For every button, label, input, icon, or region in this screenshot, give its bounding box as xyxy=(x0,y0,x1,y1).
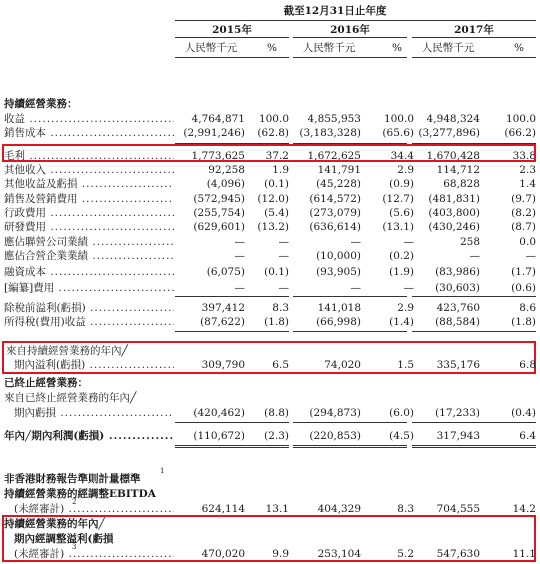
adj-profit-v17: 547,630 xyxy=(436,548,480,560)
row7-p16: (13.1) xyxy=(382,221,414,233)
row2-p16: 34.4 xyxy=(390,150,414,162)
row2-v17: 1,670,428 xyxy=(426,150,480,162)
row11-v17: (30,603) xyxy=(435,282,480,294)
total-v15: (110,672) xyxy=(193,430,245,442)
disc-p15: (8.8) xyxy=(264,407,289,419)
disc-p16: (6.0) xyxy=(389,407,414,419)
row11-p17: (0.6) xyxy=(511,282,536,294)
ebitda-v17: 704,555 xyxy=(436,503,480,515)
rule-after-disc-2015 xyxy=(175,422,289,423)
rule-total-a-2017 xyxy=(412,445,536,446)
unit-rule-2015 xyxy=(175,57,289,58)
pct-2015: % xyxy=(267,42,277,54)
period-header: 截至12月31日止年度 xyxy=(283,5,387,17)
row0-v17: 4,948,324 xyxy=(426,113,480,125)
ebitda-p15: 13.1 xyxy=(265,503,289,515)
nonhkfrs-sup: 1 xyxy=(160,467,165,475)
year-rule-2016 xyxy=(293,37,407,38)
row7-v16: (636,614) xyxy=(309,221,361,233)
row5-v17: (481,831) xyxy=(428,193,480,205)
ebitda-v15: 624,114 xyxy=(201,503,245,515)
row1-v16: (3,183,328) xyxy=(299,127,361,139)
row7-v17: (430,246) xyxy=(428,221,480,233)
ebitda-p17: 14.2 xyxy=(512,503,536,515)
rule-after-disc-2017 xyxy=(412,422,536,423)
row7-v15: (629,601) xyxy=(193,221,245,233)
row4-p15: (0.1) xyxy=(264,178,289,190)
rule-after-tax-2015 xyxy=(175,331,289,332)
row-label: 銷售成本 ..... xyxy=(4,127,174,139)
row8-v17: 258 xyxy=(459,236,480,248)
year-2016: 2016年 xyxy=(330,24,370,36)
gross-profit-highlight xyxy=(2,144,536,162)
row3-v16: 141,791 xyxy=(317,164,361,176)
row10-v16: (93,905) xyxy=(316,266,361,278)
cont-profit-line2: 期內溢利(虧損) ..... xyxy=(14,359,174,371)
rule-after-tax-2017 xyxy=(412,331,536,332)
cont-profit-line1: 來自持續經營業務的年內╱ xyxy=(6,345,128,357)
row-label: 融資成本 ..... xyxy=(4,266,174,278)
row6-v16: (273,079) xyxy=(309,207,361,219)
cont-profit-p15: 6.5 xyxy=(272,359,289,371)
rule-after-tax-2016 xyxy=(293,331,407,332)
row6-p16: (5.6) xyxy=(389,207,414,219)
adj-profit-p15: 9.9 xyxy=(272,548,289,560)
row11-v15: — xyxy=(234,282,245,294)
row2-v15: 1,773,625 xyxy=(191,150,245,162)
unit-2015: 人民幣千元 xyxy=(184,42,238,54)
row0-v15: 4,764,871 xyxy=(191,113,245,125)
adj-line3: (未經審計) ..... xyxy=(14,548,174,560)
row10-v17: (83,986) xyxy=(435,266,480,278)
unit-2017: 人民幣千元 xyxy=(421,42,475,54)
row5-v15: (572,945) xyxy=(193,193,245,205)
row-label: 其他收益及虧損 ..... xyxy=(4,178,174,190)
row13-v16: (66,998) xyxy=(316,316,361,328)
disc-line1: 來自已終止經營業務的年內╱ xyxy=(4,392,137,404)
row6-p17: (8.2) xyxy=(511,207,536,219)
row4-v15: (4,096) xyxy=(206,178,245,190)
row3-v17: 114,712 xyxy=(436,164,480,176)
year-2015: 2015年 xyxy=(212,24,252,36)
row1-p17: (66.2) xyxy=(504,127,536,139)
row11-p15: — xyxy=(278,282,289,294)
row6-v15: (255,754) xyxy=(193,207,245,219)
cont-profit-p16: 1.5 xyxy=(397,359,414,371)
section-continuing: 持續經營業務： xyxy=(4,98,78,110)
row13-p15: (1.8) xyxy=(264,316,289,328)
unit-rule-2017 xyxy=(412,57,536,58)
unit-rule-2016 xyxy=(293,57,407,58)
disc-v17: (17,233) xyxy=(435,407,480,419)
row10-v15: (6,075) xyxy=(206,266,245,278)
row10-p17: (1.7) xyxy=(511,266,536,278)
rule-after-disc-2016 xyxy=(293,422,407,423)
row-label: 所得稅(費用)收益 ..... xyxy=(4,316,174,328)
row8-p15: — xyxy=(278,236,289,248)
adj-line2: 期內經調整溢利(虧損 xyxy=(14,533,114,545)
row2-p15: 37.2 xyxy=(265,150,289,162)
row3-p15: 1.9 xyxy=(272,164,289,176)
disc-v15: (420,462) xyxy=(193,407,245,419)
row11-p16: — xyxy=(403,282,414,294)
ebitda-p16: 8.3 xyxy=(397,503,414,515)
row3-v15: 92,258 xyxy=(208,164,245,176)
total-p16: (4.5) xyxy=(389,430,414,442)
ebitda-sup: 2 xyxy=(72,498,77,506)
rule-total-b-2015 xyxy=(175,447,289,448)
year-rule-2015 xyxy=(175,37,289,38)
row1-v17: (3,277,896) xyxy=(418,127,480,139)
row8-v16: — xyxy=(350,236,361,248)
row12-p15: 8.3 xyxy=(272,302,289,314)
row-label: [編纂]費用 ..... xyxy=(4,282,174,294)
row6-p15: (5.4) xyxy=(264,207,289,219)
row13-p17: (1.8) xyxy=(511,316,536,328)
row-label: 除稅前溢利(虧損) ..... xyxy=(4,302,174,314)
row2-p17: 33.8 xyxy=(512,150,536,162)
row3-p17: 2.3 xyxy=(519,164,536,176)
total-v16: (220,853) xyxy=(309,430,361,442)
cont-profit-v17: 335,176 xyxy=(436,359,480,371)
row13-p16: (1.4) xyxy=(389,316,414,328)
row1-v15: (2,991,246) xyxy=(183,127,245,139)
row5-p16: (12.7) xyxy=(382,193,414,205)
cont-profit-v16: 74,020 xyxy=(324,359,361,371)
row13-v15: (87,622) xyxy=(200,316,245,328)
cont-profit-p17: 6.8 xyxy=(519,359,536,371)
row9-p17: — xyxy=(525,250,536,262)
row13-v17: (88,584) xyxy=(435,316,480,328)
row-label: 毛利 ..... xyxy=(4,150,174,162)
row12-v17: 423,760 xyxy=(436,302,480,314)
row0-p16: 100.0 xyxy=(383,113,414,125)
year-2017: 2017年 xyxy=(454,24,494,36)
row7-p17: (8.7) xyxy=(511,221,536,233)
row9-p16: (0.2) xyxy=(389,250,414,262)
row9-p15: — xyxy=(278,250,289,262)
row0-p15: 100.0 xyxy=(258,113,289,125)
row3-p16: 2.9 xyxy=(397,164,414,176)
row4-v16: (45,228) xyxy=(316,178,361,190)
disc-v16: (294,873) xyxy=(309,407,361,419)
rule-total-b-2016 xyxy=(293,447,407,448)
row0-v16: 4,855,953 xyxy=(307,113,361,125)
rule-after-fin-2015 xyxy=(175,296,289,297)
adj-profit-p16: 5.2 xyxy=(397,548,414,560)
row-label: 應佔聯營公司業績 ..... xyxy=(4,236,174,248)
pct-2016: % xyxy=(392,42,402,54)
total-p15: (2.3) xyxy=(264,430,289,442)
row12-p17: 8.6 xyxy=(519,302,536,314)
total-p17: 6.4 xyxy=(519,430,536,442)
unit-2016: 人民幣千元 xyxy=(302,42,356,54)
row8-v15: — xyxy=(234,236,245,248)
row11-v16: — xyxy=(350,282,361,294)
row7-p15: (13.2) xyxy=(257,221,289,233)
adj-profit-v16: 253,104 xyxy=(317,548,361,560)
row9-v16: (10,000) xyxy=(316,250,361,262)
row5-p15: (12.0) xyxy=(257,193,289,205)
cont-profit-v15: 309,790 xyxy=(201,359,245,371)
row5-v16: (614,572) xyxy=(309,193,361,205)
row12-v15: 397,412 xyxy=(201,302,245,314)
ebitda-line1: 持續經營業務的經調整EBITDA xyxy=(4,488,156,500)
row10-p16: (1.9) xyxy=(389,266,414,278)
row9-v15: — xyxy=(234,250,245,262)
row12-p16: 2.9 xyxy=(397,302,414,314)
nonhkfrs-title: 非香港財務報告準則計量標準 xyxy=(4,473,141,485)
header-rule-top xyxy=(175,20,536,21)
row1-p16: (65.6) xyxy=(382,127,414,139)
pct-2017: % xyxy=(514,42,524,54)
disc-line2: 期內虧損 ..... xyxy=(14,407,174,419)
ebitda-v16: 404,329 xyxy=(317,503,361,515)
row-label: 其他收入 ..... xyxy=(4,164,174,176)
row12-v16: 141,018 xyxy=(317,302,361,314)
adj-profit-v15: 470,020 xyxy=(201,548,245,560)
ebitda-line2: (未經審計) ..... xyxy=(14,503,174,515)
row-label: 銷售及營銷費用 ..... xyxy=(4,193,174,205)
row6-v17: (403,800) xyxy=(428,207,480,219)
row8-p16: — xyxy=(403,236,414,248)
adj-profit-p17: 11.1 xyxy=(512,548,536,560)
row10-p15: (0.1) xyxy=(264,266,289,278)
rule-after-fin-2017 xyxy=(412,296,536,297)
rule-total-b-2017 xyxy=(412,447,536,448)
total-v17: 317,943 xyxy=(436,430,480,442)
row4-v17: 68,828 xyxy=(443,178,480,190)
row5-p17: (9.7) xyxy=(511,193,536,205)
total-label: 年內╱期內利潤(虧損) ..... xyxy=(4,430,174,442)
rule-total-a-2016 xyxy=(293,445,407,446)
year-rule-2017 xyxy=(412,37,536,38)
rule-total-a-2015 xyxy=(175,445,289,446)
row8-p17: 0.0 xyxy=(519,236,536,248)
row9-v17: — xyxy=(469,250,480,262)
row-label: 研發費用 ..... xyxy=(4,221,174,233)
row1-p15: (62.8) xyxy=(257,127,289,139)
rule-after-fin-2016 xyxy=(293,296,407,297)
row2-v16: 1,672,625 xyxy=(307,150,361,162)
row4-p17: 1.4 xyxy=(519,178,536,190)
row-label: 收益 ..... xyxy=(4,113,174,125)
row4-p16: (0.9) xyxy=(389,178,414,190)
section-discontinued: 已終止經營業務： xyxy=(4,377,88,389)
row-label: 行政費用 ..... xyxy=(4,207,174,219)
adj-line1: 持續經營業務的年內╱ xyxy=(4,518,105,530)
row-label: 應佔合營企業業績 ..... xyxy=(4,250,174,262)
disc-p17: (0.4) xyxy=(511,407,536,419)
row0-p17: 100.0 xyxy=(505,113,536,125)
adj-sup: 3 xyxy=(72,543,77,551)
